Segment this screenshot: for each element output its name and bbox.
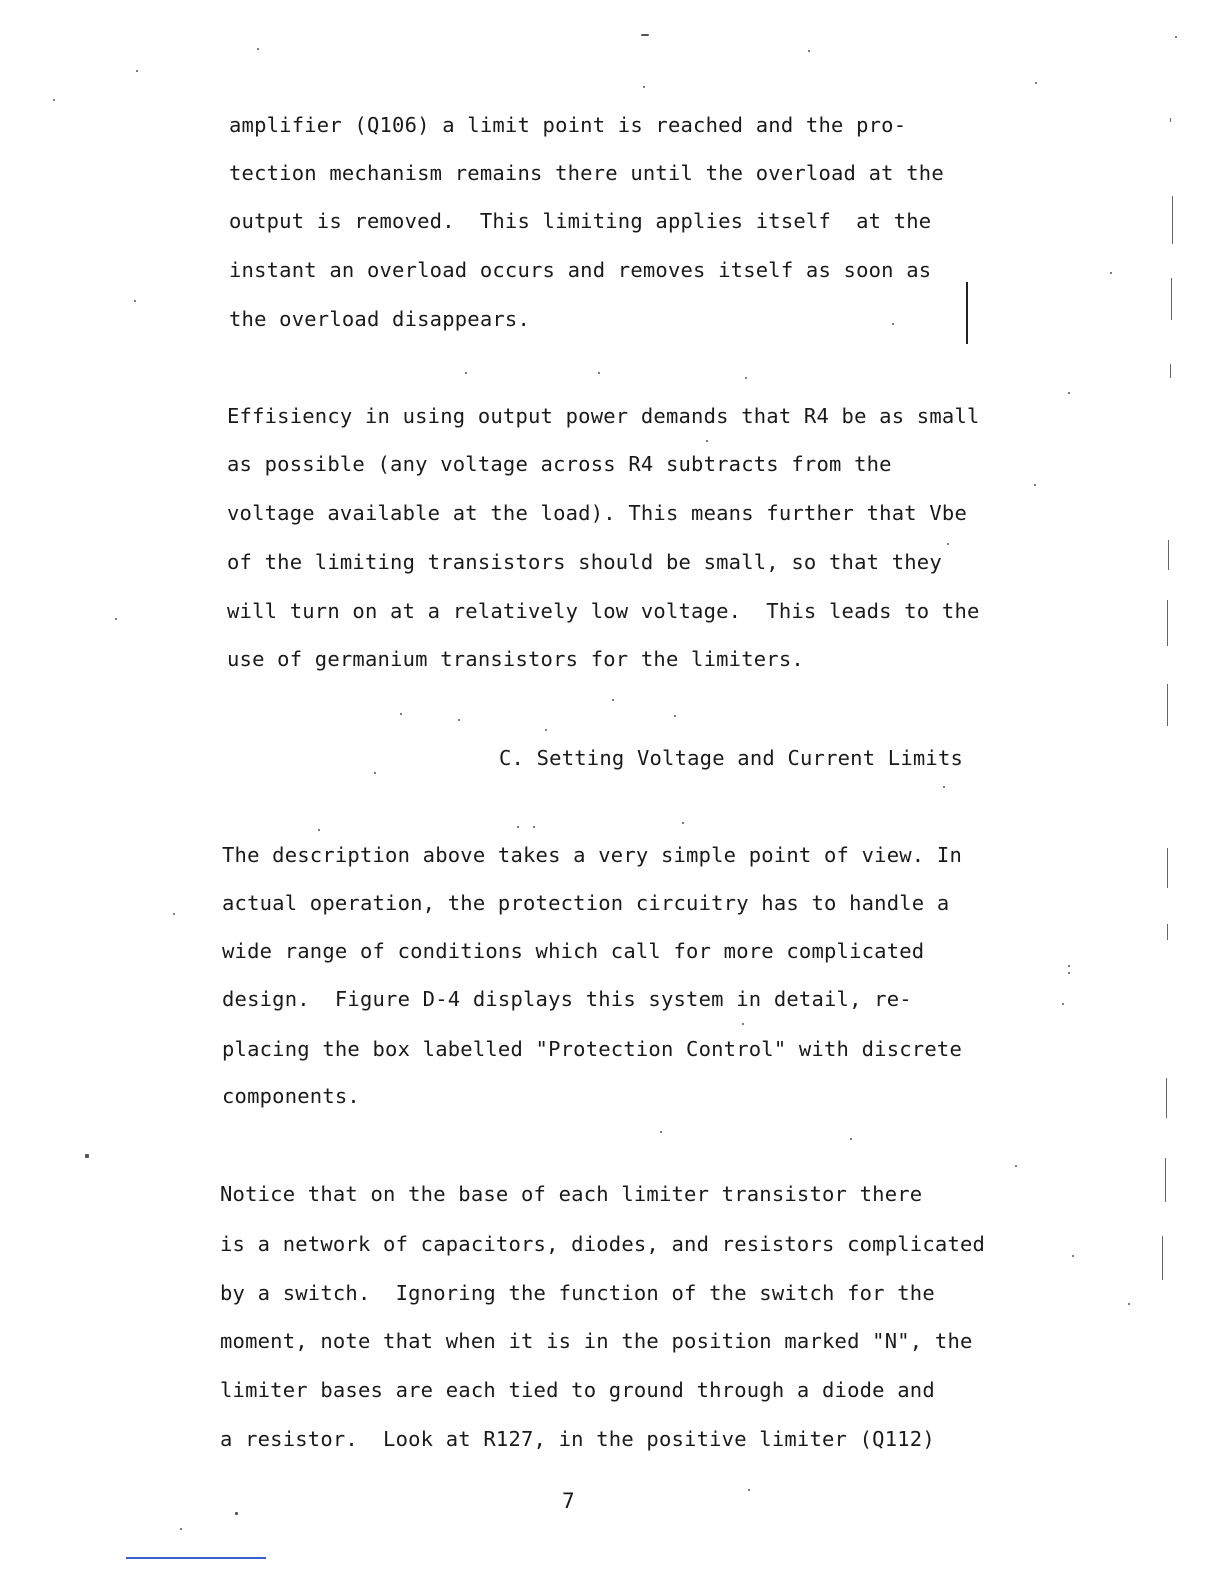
page-number: 7 — [562, 1489, 575, 1513]
scan-speck — [533, 826, 535, 828]
edge-mark — [1167, 600, 1168, 646]
paragraph3-line: The description above takes a very simple point of view. In — [222, 843, 962, 867]
scan-speck — [943, 786, 945, 788]
scan-speck — [465, 372, 467, 374]
scan-speck — [1062, 1003, 1064, 1005]
scan-speck — [1068, 392, 1070, 394]
scan-speck — [1015, 1165, 1017, 1167]
scan-speck — [115, 618, 117, 620]
scan-speck — [1175, 36, 1177, 38]
scan-speck — [1128, 1303, 1130, 1305]
paragraph1-line: output is removed. This limiting applies itself at the — [229, 209, 932, 233]
scan-speck — [1110, 272, 1112, 274]
paragraph3-line: design. Figure D-4 displays this system in detail, re- — [222, 987, 912, 1011]
edge-mark — [1170, 364, 1171, 378]
paragraph4-line: a resistor. Look at R127, in the positive limiter (Q112) — [220, 1427, 935, 1451]
scan-speck — [134, 300, 136, 302]
scan-speck — [53, 99, 55, 101]
scan-speck — [517, 826, 519, 828]
scan-speck — [1068, 972, 1070, 974]
paragraph1-line: instant an overload occurs and removes itself as soon as — [229, 258, 932, 282]
scan-speck — [400, 713, 402, 715]
scan-speck — [545, 729, 547, 731]
scan-speck — [682, 822, 684, 824]
scan-speck — [318, 829, 320, 831]
revision-bar — [966, 282, 968, 344]
scan-speck — [612, 699, 614, 701]
scan-speck — [641, 34, 649, 36]
paragraph4-line: is a network of capacitors, diodes, and resistors complicated — [220, 1232, 986, 1256]
scan-speck — [674, 715, 676, 717]
scan-speck — [745, 377, 747, 379]
edge-mark — [1171, 278, 1172, 320]
scan-speck — [180, 1528, 182, 1530]
paragraph1-line: amplifier (Q106) a limit point is reached and the pro- — [229, 113, 907, 137]
paragraph4-line: by a switch. Ignoring the function of the switch for the — [220, 1281, 935, 1305]
paragraph4-line: moment, note that when it is in the position marked "N", the — [220, 1329, 973, 1353]
scan-speck — [892, 323, 894, 325]
edge-mark — [1167, 924, 1168, 940]
paragraph4-line: limiter bases are each tied to ground through a diode and — [220, 1378, 935, 1402]
scan-speck — [136, 70, 138, 72]
scan-speck — [850, 1138, 852, 1140]
scan-speck — [1068, 965, 1070, 967]
scan-speck — [808, 50, 810, 52]
paragraph3-line: components. — [222, 1084, 360, 1108]
scan-speck — [660, 1131, 662, 1133]
paragraph2-line: as possible (any voltage across R4 subtracts from the — [227, 452, 892, 476]
paragraph2-line: use of germanium transistors for the limiters. — [227, 647, 804, 671]
edge-mark — [1165, 1158, 1166, 1202]
section-heading: C. Setting Voltage and Current Limits — [499, 746, 964, 770]
paragraph3-line: placing the box labelled "Protection Control" with discrete — [222, 1037, 962, 1061]
edge-mark — [1167, 684, 1168, 726]
paragraph3-line: actual operation, the protection circuitry has to handle a — [222, 891, 950, 915]
paragraph1-line: the overload disappears. — [229, 307, 531, 331]
bottom-rule — [126, 1557, 266, 1559]
edge-mark — [1167, 848, 1168, 888]
scan-speck — [257, 48, 259, 50]
scan-speck — [643, 86, 645, 88]
paragraph2-line: voltage available at the load). This means further that Vbe — [227, 501, 967, 525]
paragraph2-line: Effisiency in using output power demands that R4 be as small — [227, 404, 980, 428]
scan-speck — [742, 1023, 744, 1025]
scan-speck — [748, 1489, 750, 1491]
scan-speck — [706, 440, 708, 442]
edge-mark — [1162, 1236, 1163, 1280]
paragraph4-line: Notice that on the base of each limiter transistor there — [220, 1182, 923, 1206]
scan-speck — [1034, 484, 1036, 486]
scan-speck — [598, 372, 600, 374]
edge-mark — [1168, 540, 1169, 570]
scan-speck — [374, 772, 376, 774]
scan-speck — [1072, 1255, 1074, 1257]
scan-speck — [235, 1512, 238, 1515]
paragraph1-line: tection mechanism remains there until the overload at the — [229, 161, 944, 185]
paragraph3-line: wide range of conditions which call for more complicated — [222, 939, 925, 963]
scan-speck — [947, 543, 949, 545]
scan-speck — [1035, 82, 1037, 84]
paragraph2-line: will turn on at a relatively low voltage. This leads to the — [227, 599, 980, 623]
scan-speck — [85, 1154, 89, 1158]
edge-mark — [1166, 1078, 1167, 1118]
edge-mark — [1172, 196, 1173, 244]
scan-speck — [458, 719, 460, 721]
edge-mark — [1170, 118, 1171, 122]
scan-speck — [173, 913, 175, 915]
paragraph2-line: of the limiting transistors should be small, so that they — [227, 550, 942, 574]
